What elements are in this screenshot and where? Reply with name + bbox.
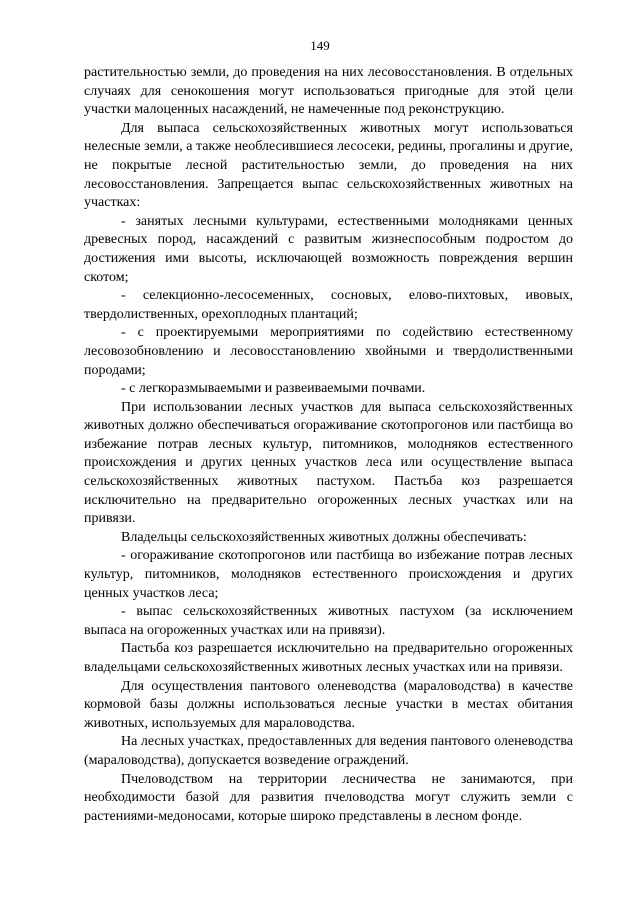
list-item: - огораживание скотопрогонов или пастбища во избежание потрав лесных культур, питомников, молодняков естественного происхождения и других ценных участков леса; [84,548,573,601]
list-item: - с проектируемыми мероприятиями по содействию естественному лесовозобновлению и лесовосстановлению хвойными и твердолиственными породами; [84,325,573,378]
list-item: - занятых лесными культурами, естественными молодняками ценных древесных пород, насаждений с развитым жизнеспособным подростом до достижения ими высоты, исключающей возможность повреждения вершин скотом; [84,213,573,285]
page-number: 149 [310,38,330,53]
paragraph: Владельцы сельскохозяйственных животных должны обеспечивать: [121,529,527,545]
list-item: - с легкоразмываемыми и развеиваемыми почвами. [121,381,426,397]
paragraph: Для осуществления пантового оленеводства (мараловодства) в качестве кормовой базы должны использоваться лесные участки в местах обитания животных, используемых для мараловодства. [84,678,573,731]
paragraph: растительностью земли, до проведения на них лесовосстановления. В отдельных случаях для сенокошения могут использоваться пригодные для этой цели участки малоценных насаждений, не намеченные под реконструкцию. [84,65,573,118]
list-item: - селекционно-лесосеменных, сосновых, елово-пихтовых, ивовых, твердолиственных, орехоплодных плантаций; [84,288,573,322]
paragraph: Для выпаса сельскохозяйственных животных могут использоваться нелесные земли, а также необлесившиеся лесосеки, редины, прогалины и другие, не покрытые лесной растительностью земли, до проведения на них лесовосстановления. Запрещается выпас сельскохозяйственных животных на участках: [84,120,573,211]
paragraph: Пчеловодством на территории лесничества не занимаются, при необходимости базой для развития пчеловодства могут служить земли с растениями-медоносами, которые широко представлены в лесном фонде. [84,771,573,824]
list-item: - выпас сельскохозяйственных животных пастухом (за исключением выпаса на огороженных участках или на привязи). [84,604,573,638]
paragraph: При использовании лесных участков для выпаса сельскохозяйственных животных должно обеспечиваться огораживание скотопрогонов или пастбища во избежание потрав лесных культур, питомников, молодняков естественного происхождения и других ценных участков леса или осуществление выпаса сельскохозяйственных животных пастухом. Пастьба коз разрешается исключительно на предварительно огороженных лесных участках или на привязи. [84,399,573,527]
paragraph: На лесных участках, предоставленных для ведения пантового оленеводства (мараловодства), допускается возведение ограждений. [84,734,573,768]
paragraph: Пастьба коз разрешается исключительно на предварительно огороженных владельцами сельскохозяйственных животных лесных участках или на привязи. [84,641,573,675]
body-text [84,64,573,826]
